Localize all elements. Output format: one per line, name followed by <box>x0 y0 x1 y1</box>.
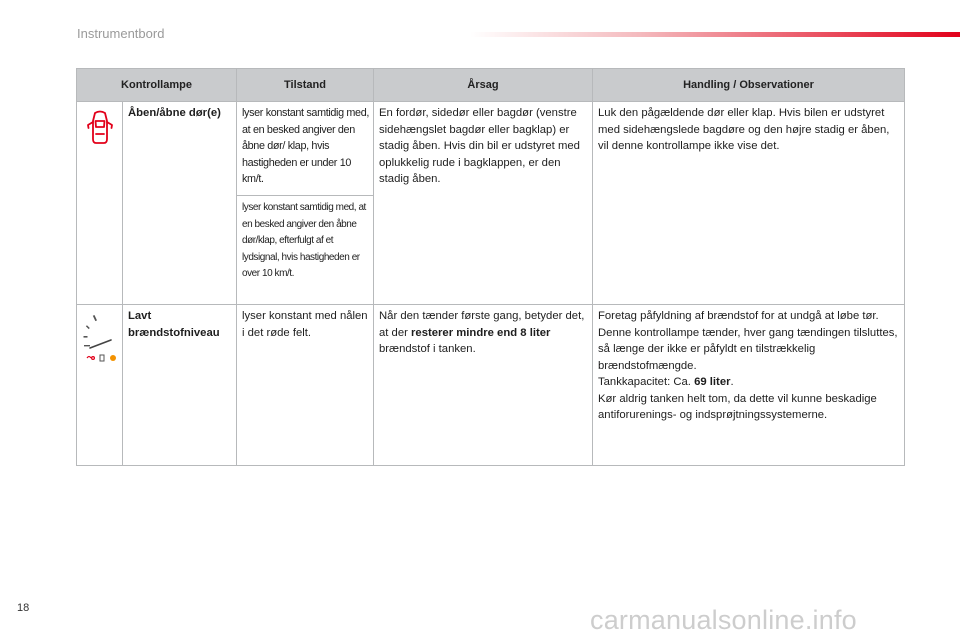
tank-capacity-value: 69 liter <box>694 376 731 388</box>
watermark: carmanualsonline.info <box>590 605 857 635</box>
column-header-tilstand: Tilstand <box>237 69 374 102</box>
tank-capacity-label: Tankkapacitet: Ca. <box>598 376 691 388</box>
warning-lamp-table <box>76 68 905 466</box>
lamp-icon-cell <box>77 102 123 305</box>
header-accent-bar <box>470 32 960 37</box>
cause-text: Når den tænder første gang, betyder det, at der <box>379 310 585 339</box>
cause-text: brændstof i tanken. <box>379 343 476 355</box>
action-text: Denne kontrollampe tænder, hver gang tændingen tilsluttes, så længe der ikke er påfyldt en tilstrækkelig brændstofmængde. <box>598 326 898 372</box>
section-title: Instrumentbord <box>77 26 165 41</box>
table-row <box>77 305 905 466</box>
lamp-name-open-door: Åben/åbne dør(e) <box>123 102 237 305</box>
state-low-fuel: lyser konstant med nålen i det røde felt. <box>237 305 374 466</box>
column-header-handling: Handling / Observationer <box>593 69 905 102</box>
action-text: Kør aldrig tanken helt tom, da dette vil kunne beskadige antiforurenings- og indsprøjtningssystemerne. <box>598 392 877 421</box>
tank-capacity-suffix: . <box>730 376 734 388</box>
state-below-10kmh: lyser konstant samtidig med, at en besked angiver den åbne dør/ klap, hvis hastigheden er under 10 km/t. <box>237 102 374 196</box>
page-number: 18 <box>17 602 30 614</box>
cause-low-fuel <box>374 305 593 466</box>
action-text: Foretag påfyldning af brændstof for at undgå at løbe tør. <box>598 310 879 322</box>
lamp-icon-cell <box>77 305 123 466</box>
column-header-kontrollampe: Kontrollampe <box>77 69 237 102</box>
cause-open-door: En fordør, sidedør eller bagdør (venstre sidehængslet bagdør eller bagklap) er stadig åben. Hvis din bil er udstyret med oplukkelig rude i bagklappen, er den stadig åben. <box>374 102 593 305</box>
fuel-gauge-low-icon <box>81 311 119 363</box>
table-header-row <box>77 69 905 102</box>
lamp-name-low-fuel: Lavt brændstofniveau <box>123 305 237 466</box>
column-header-arsag: Årsag <box>374 69 593 102</box>
action-low-fuel <box>593 305 905 466</box>
table-row <box>77 102 905 196</box>
action-open-door: Luk den pågældende dør eller klap. Hvis bilen er udstyret med sidehængslede bagdøre og den højre stadig er åben, vil denne kontrollampe ikke vise det. <box>593 102 905 305</box>
cause-emphasis: resterer mindre end 8 liter <box>411 326 551 339</box>
open-door-warning-icon <box>86 108 114 148</box>
state-above-10kmh: lyser konstant samtidig med, at en besked angiver den åbne dør/klap, efterfulgt af et lydsignal, hvis hastigheden er over 10 km/t. <box>237 196 374 305</box>
